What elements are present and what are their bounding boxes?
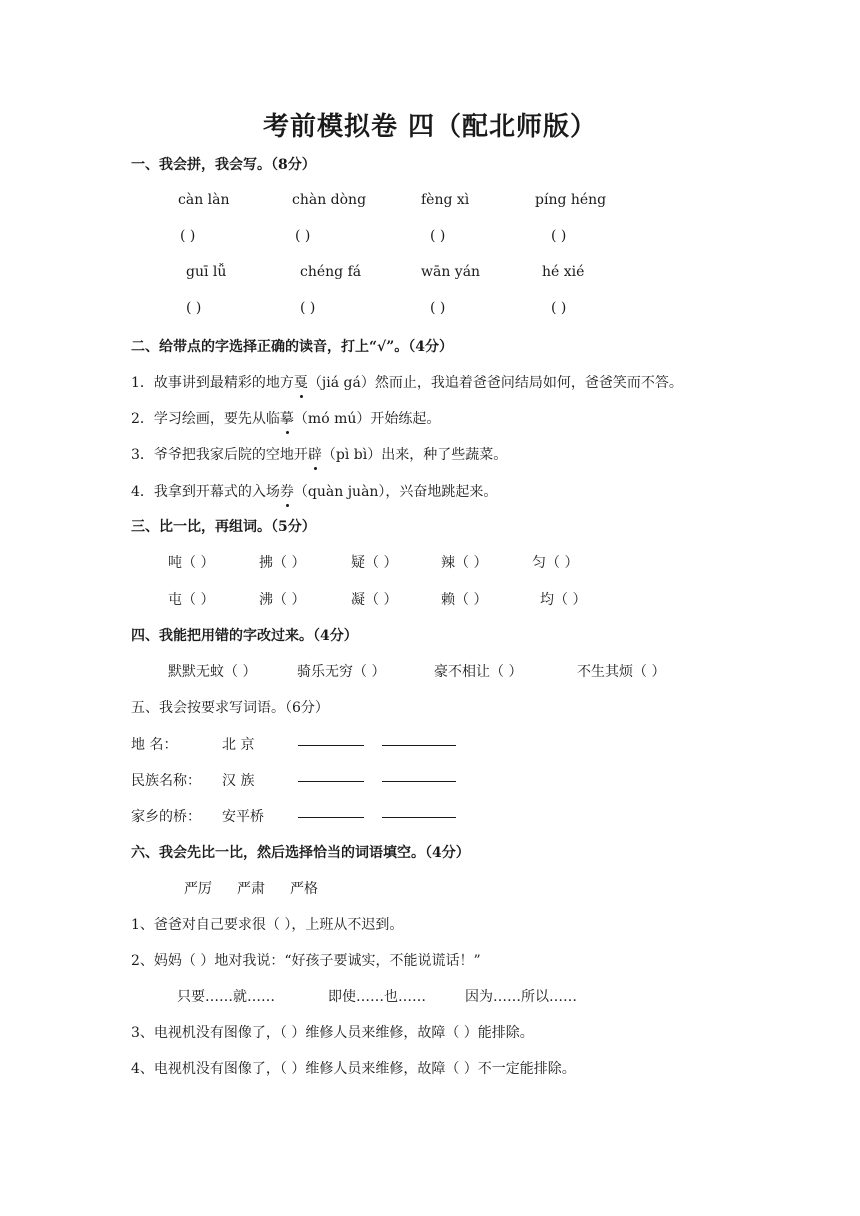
answer-blank[interactable]: ( ) bbox=[180, 228, 196, 244]
question-text: 3．爷爷把我家后院的空地开 bbox=[131, 447, 308, 463]
question-text: （pì bì）出来，种了些蔬菜。 bbox=[321, 447, 508, 463]
question-line: 1、爸爸对自己要求很（ ），上班从不迟到。 bbox=[131, 917, 404, 933]
pinyin-item: guī lǚ bbox=[186, 264, 227, 280]
question-text: （jiá gá）然而止，我追着爸爸问结局如何，爸爸笑而不答。 bbox=[307, 375, 683, 391]
char-item: 拂（ ） bbox=[259, 555, 306, 571]
row-label: 家乡的桥： bbox=[131, 809, 201, 825]
answer-blank[interactable]: ( ) bbox=[551, 228, 567, 244]
char-item: 赖（ ） bbox=[441, 592, 488, 608]
question-line: 3、电视机没有图像了，（ ）维修人员来维修，故障（ ）能排除。 bbox=[131, 1025, 534, 1041]
fill-line[interactable] bbox=[298, 731, 364, 750]
section-1-heading: 一、我会拼，我会写。（8分） bbox=[131, 157, 316, 173]
section-3-heading: 三、比一比，再组词。（5分） bbox=[131, 519, 316, 535]
dotted-char: 戛 bbox=[294, 372, 308, 392]
section-2-heading: 二、给带点的字选择正确的读音，打上“√”。（4分） bbox=[131, 339, 454, 355]
fill-line[interactable] bbox=[382, 803, 456, 822]
correction-item: 骑乐无穷（ ） bbox=[297, 664, 386, 680]
answer-blank[interactable]: ( ) bbox=[551, 300, 567, 316]
row-label: 地 名： bbox=[131, 737, 178, 753]
answer-blank[interactable]: ( ) bbox=[295, 228, 311, 244]
word-option: 因为……所以…… bbox=[465, 989, 577, 1005]
question-line bbox=[131, 444, 507, 464]
pinyin-item: píng héng bbox=[535, 192, 607, 208]
dotted-char: 券 bbox=[280, 481, 294, 501]
question-line: 2、妈妈（ ）地对我说：“好孩子要诚实，不能说谎话！” bbox=[131, 953, 481, 969]
fill-line[interactable] bbox=[382, 767, 456, 786]
word-option: 严厉 bbox=[184, 881, 212, 897]
pinyin-item: hé xié bbox=[542, 264, 585, 280]
word-option: 只要……就…… bbox=[177, 989, 275, 1005]
pinyin-item: chéng fá bbox=[300, 264, 362, 280]
fill-line[interactable] bbox=[382, 731, 456, 750]
dotted-char: 摹 bbox=[280, 408, 294, 428]
pinyin-item: wān yán bbox=[421, 264, 481, 280]
char-item: 辣（ ） bbox=[441, 555, 488, 571]
row-value: 北 京 bbox=[222, 737, 255, 753]
question-text: （mó mú）开始练起。 bbox=[293, 411, 441, 427]
correction-item: 不生其烦（ ） bbox=[577, 664, 666, 680]
char-item: 沸（ ） bbox=[259, 592, 306, 608]
answer-blank[interactable]: ( ) bbox=[430, 228, 446, 244]
section-4-heading: 四、我能把用错的字改过来。（4分） bbox=[131, 628, 358, 644]
char-item: 凝（ ） bbox=[351, 592, 398, 608]
pinyin-item: càn làn bbox=[178, 192, 230, 208]
fill-line[interactable] bbox=[298, 803, 364, 822]
answer-blank[interactable]: ( ) bbox=[300, 300, 316, 316]
row-value: 安平桥 bbox=[222, 809, 264, 825]
question-line bbox=[131, 408, 440, 428]
question-text: 2．学习绘画，要先从临 bbox=[131, 411, 280, 427]
char-item: 疑（ ） bbox=[351, 555, 398, 571]
row-value: 汉 族 bbox=[222, 773, 255, 789]
question-line: 4、电视机没有图像了，（ ）维修人员来维修，故障（ ）不一定能排除。 bbox=[131, 1061, 576, 1077]
char-item: 屯（ ） bbox=[168, 592, 215, 608]
pinyin-item: chàn dòng bbox=[292, 192, 367, 208]
char-item: 均（ ） bbox=[540, 592, 587, 608]
word-option: 即使……也…… bbox=[328, 989, 426, 1005]
question-text: 1．故事讲到最精彩的地方 bbox=[131, 375, 294, 391]
row-label: 民族名称： bbox=[131, 773, 201, 789]
char-item: 吨（ ） bbox=[168, 555, 215, 571]
correction-item: 默默无蚊（ ） bbox=[168, 664, 257, 680]
section-5-heading: 五、我会按要求写词语。（6分） bbox=[131, 700, 329, 716]
question-line bbox=[131, 372, 683, 392]
answer-blank[interactable]: ( ) bbox=[430, 300, 446, 316]
fill-line[interactable] bbox=[298, 767, 364, 786]
question-text: （quàn juàn），兴奋地跳起来。 bbox=[293, 484, 498, 500]
answer-blank[interactable]: ( ) bbox=[186, 300, 202, 316]
question-text: 4．我拿到开幕式的入场 bbox=[131, 484, 280, 500]
word-option: 严肃 bbox=[237, 881, 265, 897]
word-option: 严格 bbox=[290, 881, 318, 897]
dotted-char: 辟 bbox=[308, 444, 322, 464]
char-item: 匀（ ） bbox=[532, 555, 579, 571]
pinyin-item: fèng xì bbox=[421, 192, 470, 208]
page-title: 考前模拟卷 四（配北师版） bbox=[262, 112, 598, 142]
correction-item: 豪不相让（ ） bbox=[434, 664, 523, 680]
question-line bbox=[131, 481, 497, 501]
section-6-heading: 六、我会先比一比，然后选择恰当的词语填空。（4分） bbox=[131, 845, 470, 861]
